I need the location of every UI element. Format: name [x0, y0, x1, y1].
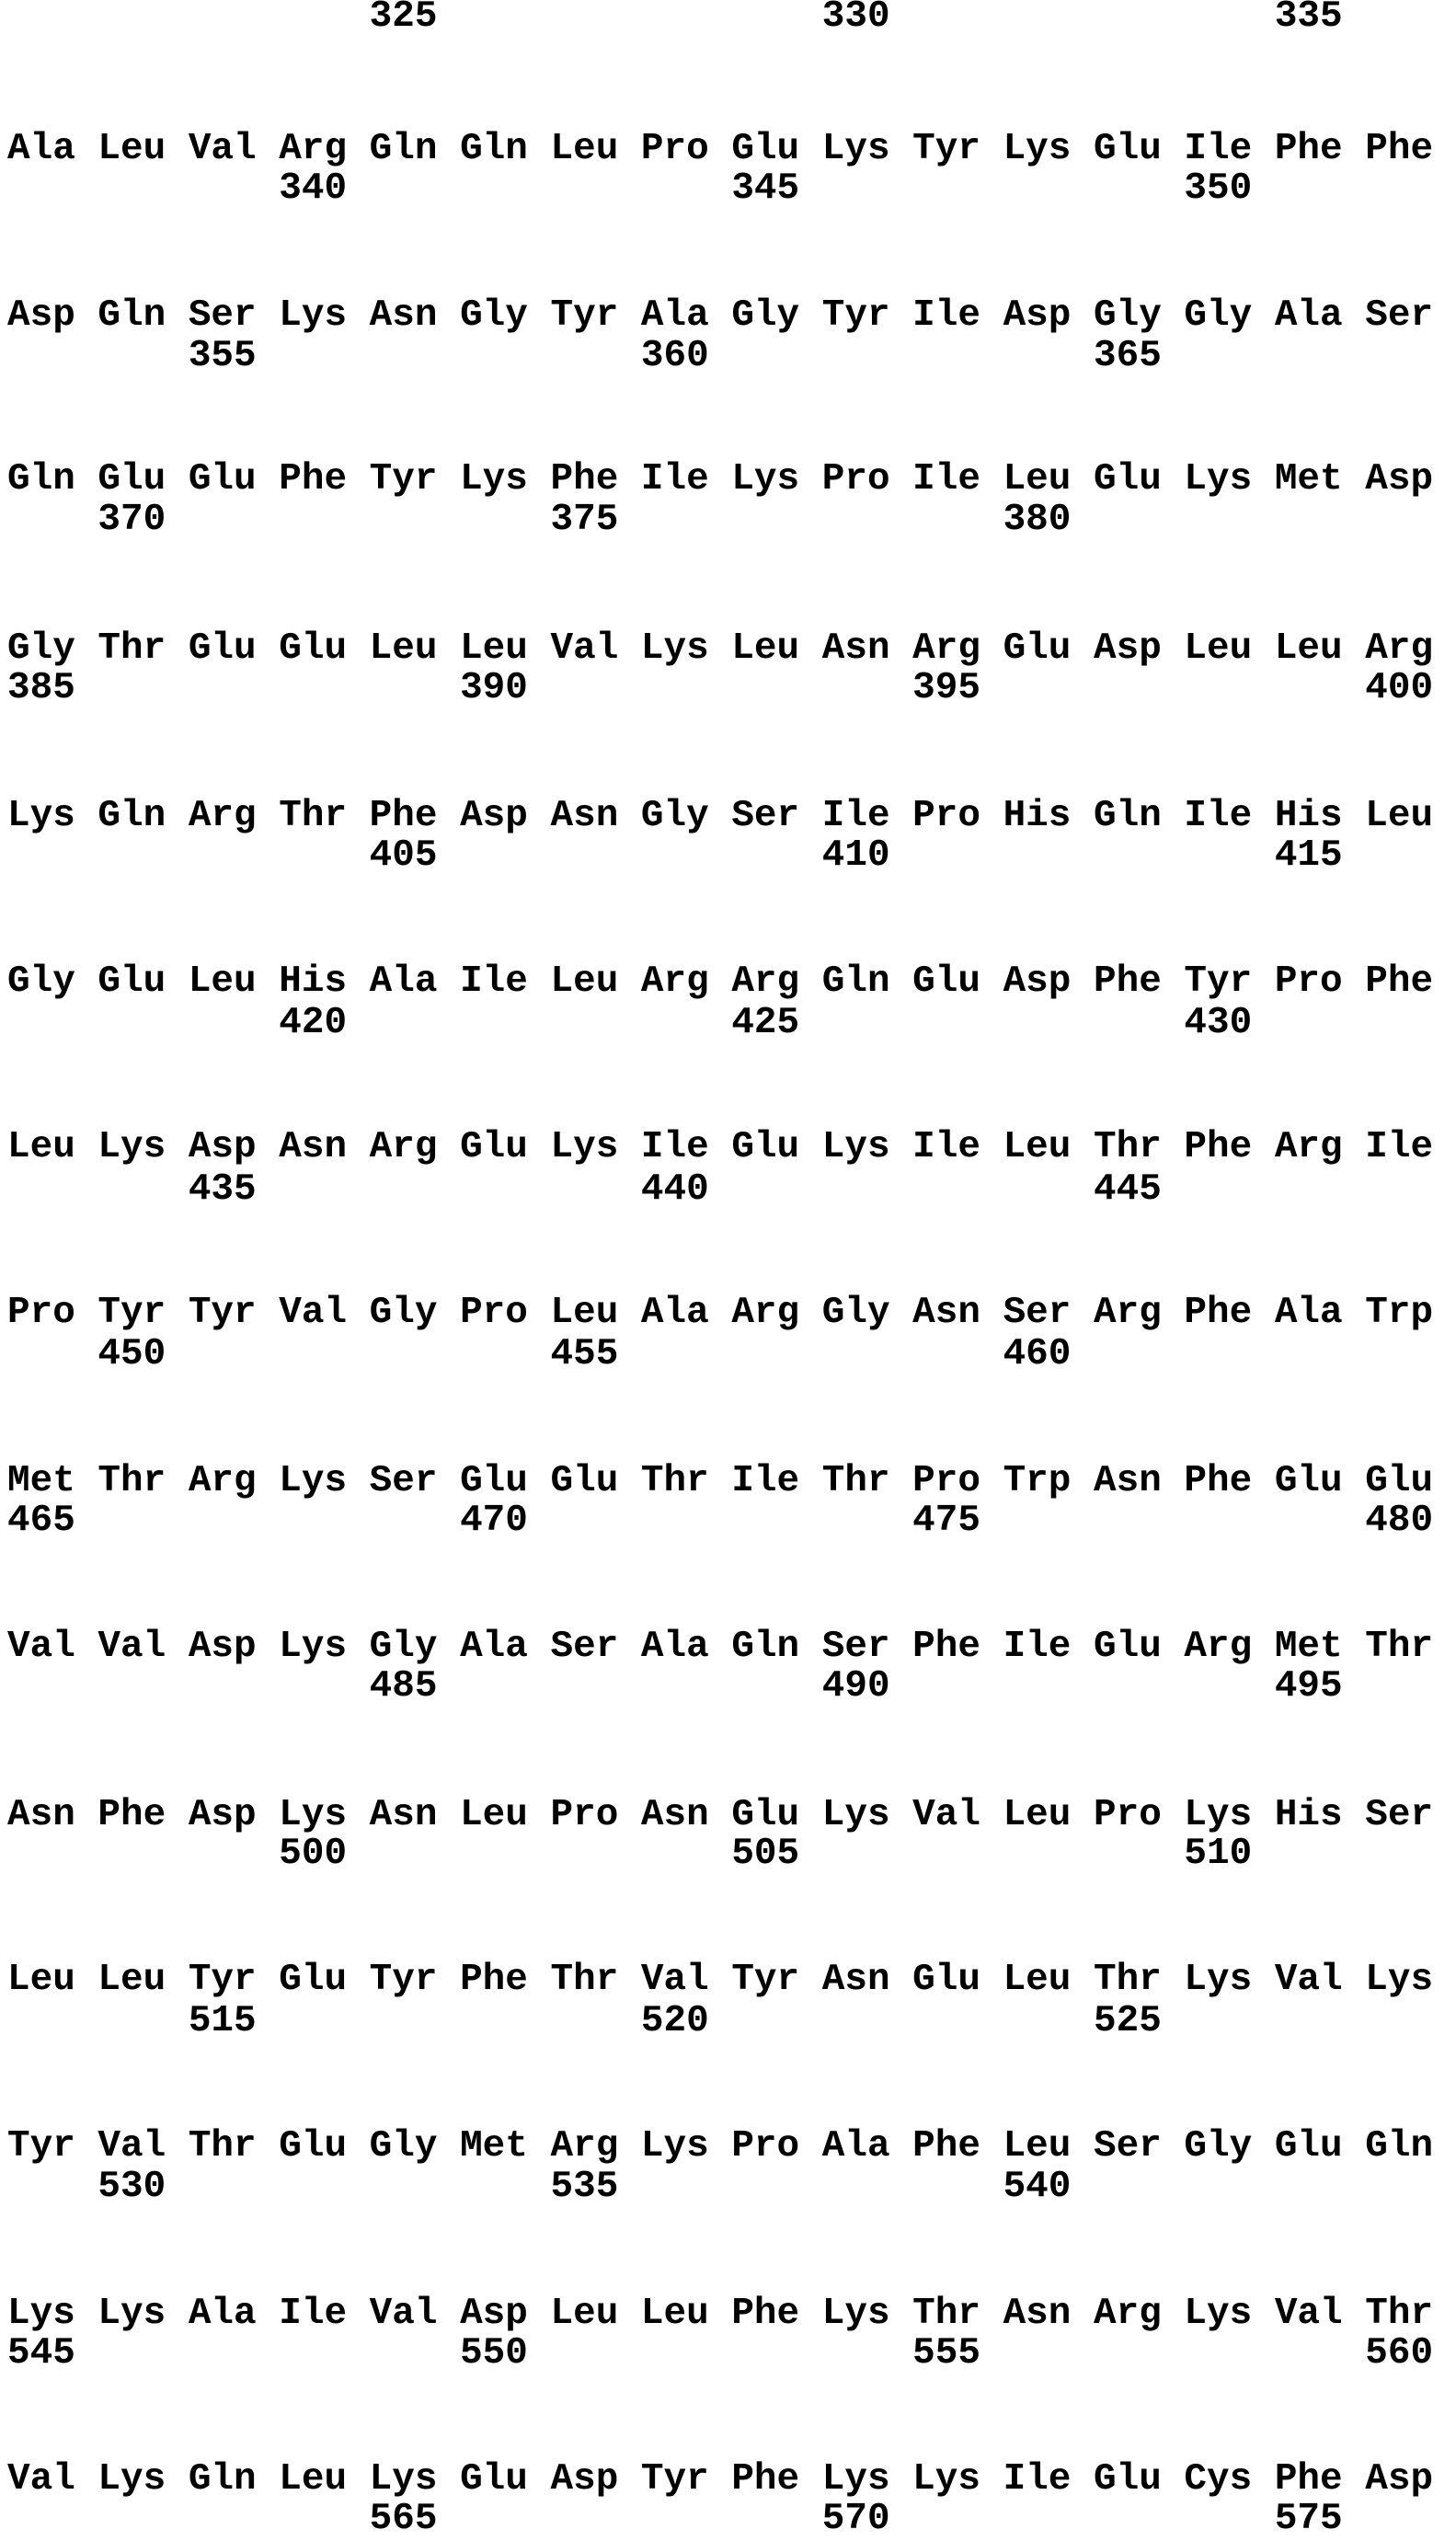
position-numbers-line: 530 535 540	[7, 2166, 1072, 2208]
sequence-line: Pro Tyr Tyr Val Gly Pro Leu Ala Arg Gly Asn Ser Arg Phe Ala Trp	[7, 1292, 1434, 1334]
position-numbers-line: 405 410 415	[7, 834, 1343, 877]
position-numbers-line: 435 440 445	[7, 1168, 1162, 1211]
sequence-line: Lys Lys Ala Ile Val Asp Leu Leu Phe Lys Thr Asn Arg Lys Val Thr	[7, 2293, 1434, 2335]
sequence-line: Lys Gln Arg Thr Phe Asp Asn Gly Ser Ile Pro His Gln Ile His Leu	[7, 795, 1434, 837]
position-numbers-line: 420 425 430	[7, 1002, 1253, 1044]
position-numbers-line: 385 390 395 400	[7, 667, 1434, 709]
position-numbers-line: 565 570 575	[7, 2498, 1343, 2540]
sequence-line: Val Lys Gln Leu Lys Glu Asp Tyr Phe Lys Lys Ile Glu Cys Phe Asp	[7, 2458, 1434, 2501]
position-numbers-line: 500 505 510	[7, 1833, 1253, 1875]
position-numbers-line: 370 375 380	[7, 499, 1072, 541]
sequence-line: Tyr Val Thr Glu Gly Met Arg Lys Pro Ala Phe Leu Ser Gly Glu Gln	[7, 2125, 1434, 2167]
position-numbers-line: 340 345 350	[7, 167, 1253, 210]
position-numbers-line: 515 520 525	[7, 2000, 1162, 2042]
sequence-line: Val Val Asp Lys Gly Ala Ser Ala Gln Ser Phe Ile Glu Arg Met Thr	[7, 1626, 1434, 1668]
sequence-line: Leu Leu Tyr Glu Tyr Phe Thr Val Tyr Asn Glu Leu Thr Lys Val Lys	[7, 1959, 1434, 2001]
position-numbers-line: 545 550 555 560	[7, 2332, 1434, 2374]
sequence-line: Asp Gln Ser Lys Asn Gly Tyr Ala Gly Tyr Ile Asp Gly Gly Ala Ser	[7, 294, 1434, 337]
sequence-line: Leu Lys Asp Asn Arg Glu Lys Ile Glu Lys Ile Leu Thr Phe Arg Ile	[7, 1126, 1434, 1168]
sequence-line: Ala Leu Val Arg Gln Gln Leu Pro Glu Lys Tyr Lys Glu Ile Phe Phe	[7, 128, 1434, 170]
position-numbers-line: 450 455 460	[7, 1333, 1072, 1375]
sequence-line: Met Thr Arg Lys Ser Glu Glu Thr Ile Thr Pro Trp Asn Phe Glu Glu	[7, 1460, 1434, 1502]
sequence-line: Gln Glu Glu Phe Tyr Lys Phe Ile Lys Pro Ile Leu Glu Lys Met Asp	[7, 458, 1434, 500]
position-numbers-line: 485 490 495	[7, 1665, 1343, 1707]
sequence-line: Gly Thr Glu Glu Leu Leu Val Lys Leu Asn Arg Glu Asp Leu Leu Arg	[7, 627, 1434, 670]
position-numbers-line: 325 330 335	[7, 0, 1343, 38]
position-numbers-line: 355 360 365	[7, 335, 1162, 377]
sequence-line: Gly Glu Leu His Ala Ile Leu Arg Arg Gln Glu Asp Phe Tyr Pro Phe	[7, 960, 1434, 1003]
position-numbers-line: 465 470 475 480	[7, 1500, 1434, 1542]
sequence-line: Asn Phe Asp Lys Asn Leu Pro Asn Glu Lys Val Leu Pro Lys His Ser	[7, 1794, 1434, 1836]
